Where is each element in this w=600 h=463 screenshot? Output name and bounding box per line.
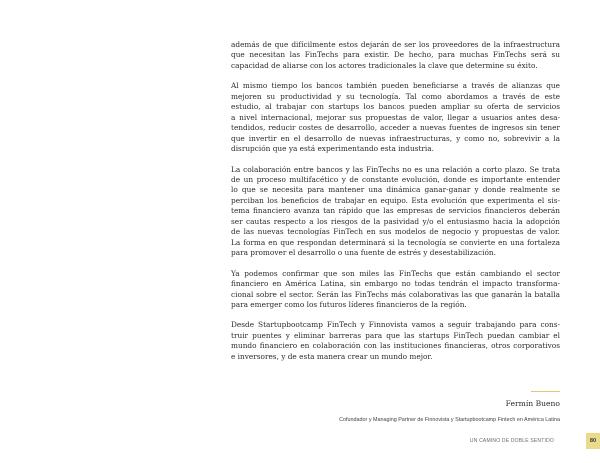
text-line: para promover el desarrollo o una fuente de estrés y desestabilización. — [231, 248, 496, 258]
page-number: 80 — [586, 433, 600, 449]
paragraph — [231, 165, 560, 259]
text-line: que necesitan las FinTechs para existir. De hecho, para muchas FinTechs será su — [231, 50, 560, 60]
text-line: Ya podemos confirmar que son miles las FinTechs que están cambiando el sector — [231, 268, 560, 278]
text-line: capacidad de aliarse con los actores tradicionales la clave que determine su éxito. — [231, 60, 538, 70]
text-line: Al mismo tiempo los bancos también pueden beneficiarse a través de alianzas que — [231, 81, 560, 91]
text-line: además de que difícilmente estos dejarán de ser los proveedores de la infraestructura — [231, 40, 560, 49]
body-text — [231, 40, 560, 372]
text-line: mejoren su productividad y su tecnología. Tal como abordamos a través de este — [231, 91, 560, 101]
author-role: Cofundador y Managing Partner de Finnovista y Startupbootcamp Fintech en América Latina — [339, 417, 560, 423]
text-line: de las nuevas tecnologías FinTech en sus modelos de negocio y propuestas de valor. — [231, 227, 560, 237]
text-line: disrupción que ya está experimentando esta industria. — [231, 144, 434, 154]
text-line: ser cautas respecto a los riesgos de la pasividad y/o el entusiasmo hacia la adopción — [231, 216, 560, 226]
text-line: La forma en que respondan determinará si la tecnología se convierte en una fortaleza — [231, 237, 560, 247]
text-line: a nivel internacional, mejorar sus propuestas de valor, llegar a usuarios antes desa- — [231, 112, 560, 122]
text-line: La colaboración entre bancos y las FinTechs no es una relación a corto plazo. Se trata — [231, 164, 560, 174]
paragraph — [231, 269, 560, 311]
text-line: estudio, al trabajar con startups los bancos pueden ampliar su oferta de servicios — [231, 102, 560, 112]
text-line: mundo financiero en colaboración con las instituciones financieras, otros corporativos — [231, 341, 560, 351]
text-line: cional sobre el sector. Serán las FinTechs más colaborativas las que ganarán la batalla — [231, 289, 560, 299]
text-line: tendidos, reducir costes de desarrollo, acceder a nuevas fuentes de ingresos sin tener — [231, 123, 560, 133]
paragraph — [231, 81, 560, 154]
text-line: tema financiero avanza tan rápido que las empresas de servicios financieros deberán — [231, 206, 560, 216]
paragraph — [231, 320, 560, 362]
text-line: que invertir en el desarrollo de nuevas infraestructuras, y como no, sobrevivir a la — [231, 133, 560, 143]
text-line: financiero en América Latina, sin embargo no todas tendrán el impacto transforma- — [231, 279, 560, 289]
paragraph — [231, 40, 560, 71]
text-line: e inversores, y de esta manera crear un mundo mejor. — [231, 351, 433, 361]
text-line: lo que se necesita para mantener una dinámica ganar-ganar y donde realmente se — [231, 185, 560, 195]
text-line: de un proceso multifacético y de constante evolución, donde es importante entender — [231, 174, 560, 184]
signature-divider — [531, 391, 560, 392]
text-line: Desde Startupbootcamp FinTech y Finnovista vamos a seguir trabajando para cons- — [231, 320, 560, 330]
author-name: Fermín Bueno — [505, 399, 560, 408]
running-footer: UN CAMINO DE DOBLE SENTIDO — [469, 438, 554, 444]
text-line: perciban los beneficios de trabajar en equipo. Esta evolución que experimenta el sis- — [231, 195, 560, 205]
text-line: truir puentes y eliminar barreras para que las startups FinTech puedan cambiar el — [231, 330, 560, 340]
text-line: para emerger como los futuros líderes financieros de la región. — [231, 299, 467, 309]
